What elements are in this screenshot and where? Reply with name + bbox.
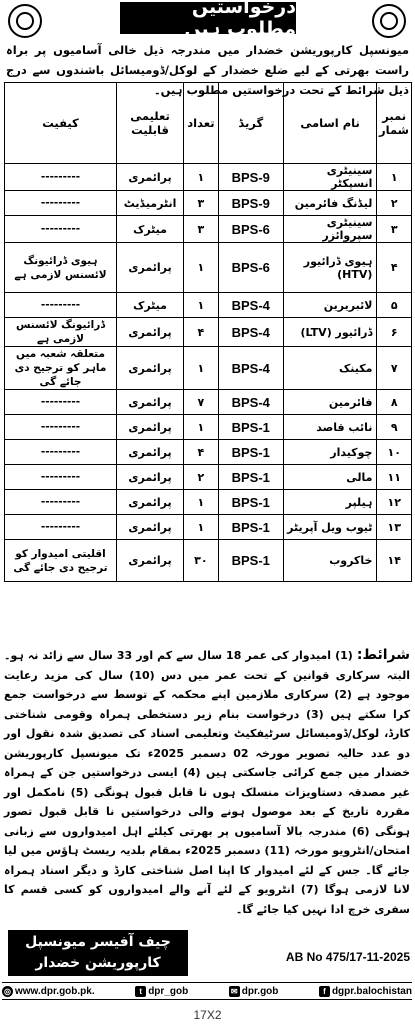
government-seal-icon: [372, 4, 406, 38]
table-row: [5, 465, 412, 490]
grade-cell: BPS-9: [218, 164, 283, 191]
remarks-cell: ---------: [5, 216, 117, 243]
post-name-cell: مکینک: [283, 347, 377, 390]
serial-cell: ۴: [377, 243, 412, 293]
web-link[interactable]: ◎ www.dpr.gob.pk.: [4, 985, 95, 997]
serial-cell: ۷: [377, 347, 412, 390]
qualification-cell: پرائمری: [116, 415, 183, 440]
post-name-cell: چوکیدار: [283, 440, 377, 465]
remarks-cell: ---------: [5, 164, 117, 191]
serial-cell: ۵: [377, 293, 412, 318]
qualification-cell: پرائمری: [116, 540, 183, 582]
remarks-cell: ---------: [5, 440, 117, 465]
quantity-cell: ۱: [184, 515, 219, 540]
table-row: [5, 216, 412, 243]
table-row: [5, 347, 412, 390]
signature-line-2: کارپوریشن خضدار: [35, 955, 161, 971]
grade-cell: BPS-6: [218, 216, 283, 243]
quantity-cell: ۳: [184, 191, 219, 216]
grade-cell: BPS-1: [218, 415, 283, 440]
remarks-cell: ---------: [5, 490, 117, 515]
quantity-cell: ۳۰: [184, 540, 219, 582]
grade-cell: BPS-1: [218, 515, 283, 540]
qualification-cell: انٹرمیڈیٹ: [116, 191, 183, 216]
table-row: [5, 490, 412, 515]
facebook-icon: f: [319, 986, 330, 997]
conditions-text: (1) امیدوار کی عمر 18 سال سے کم اور 33 سال سے زائد نہ ہو۔ البتہ سرکاری قوانین کے تحت عمر میں دس (10) سال کی مزید رعایت موجود ہے (2) سرکاری ملازمین اپنے محکمہ کے توسط سے درخواست جمع کرا سکتے ہیں (3) درخواست بنام زیر دستخطی ہمراہ وقومی شناختی کارڈ، لوکل/ڈومیسائل سرٹیفکیٹ وتعلیمی اسناد کی تصدیق شدہ نقول اور دو عدد حالیہ تصویر مورخہ 02 دسمبر 2025ء تک میونسپل کارپوریشن خضدار میں جمع کرائی جاسکتی ہیں (4) ایسی درخواستیں جن کے ہمراہ غیر مصدقہ دستاویزات منسلک ہوں نا قابل قبول ہونگی (5) نامکمل اور مقررہ تاریخ کے بعد موصول ہونے والی درخواستیں نا قابل قبول تصور ہونگی (6) مندرجہ بالا آسامیوں پر بھرتی کیلئے اہل امیدواروں سے زبانی امتحان/انٹرویو مورخہ (11) دسمبر 2025ء بمقام بلدیہ ریسٹ ہاؤس میں لیا جائے گا۔ جس کے لئے امیدوار کا اپنا اصل شناختی کارڈ و دیگر اسناد ہمراہ لانا لازمی ہوگا (7) انٹرویو کے لئے آنے والے امیدواروں کو کسی قسم کا سفری خرچ ادا نہیں کیا جائے گا۔: [4, 649, 411, 916]
quantity-cell: ۲: [184, 465, 219, 490]
serial-cell: ۱۲: [377, 490, 412, 515]
remarks-cell: ---------: [5, 390, 117, 415]
qualification-cell: میٹرک: [116, 293, 183, 318]
serial-cell: ۳: [377, 216, 412, 243]
header-quantity: تعداد: [184, 83, 219, 164]
remarks-cell: ---------: [5, 191, 117, 216]
post-name-cell: خاکروب: [283, 540, 377, 582]
post-name-cell: ٹیوب ویل آپریٹر: [283, 515, 377, 540]
serial-cell: ۲: [377, 191, 412, 216]
qualification-cell: پرائمری: [116, 164, 183, 191]
qualification-cell: پرائمری: [116, 440, 183, 465]
remarks-cell: ---------: [5, 515, 117, 540]
qualification-cell: پرائمری: [116, 515, 183, 540]
qualification-cell: میٹرک: [116, 216, 183, 243]
twitter-icon: t: [135, 986, 146, 997]
header-remarks: کیفیت: [5, 83, 117, 164]
header-qualification: تعلیمی قابلیت: [116, 83, 183, 164]
grade-cell: BPS-1: [218, 440, 283, 465]
email-icon: ✉: [229, 986, 240, 997]
quantity-cell: ۴: [184, 318, 219, 347]
post-name-cell: سینیٹری سپروائزر: [283, 216, 377, 243]
size-code: 17X2: [193, 1008, 222, 1022]
table-row: [5, 540, 412, 582]
post-name-cell: ہیلپر: [283, 490, 377, 515]
grade-cell: BPS-9: [218, 191, 283, 216]
remarks-cell: ---------: [5, 465, 117, 490]
conditions-heading: شرائط:: [356, 647, 410, 663]
qualification-cell: پرائمری: [116, 465, 183, 490]
post-name-cell: ہیوی ڈرائیور (HTV): [283, 243, 377, 293]
post-name-cell: ڈرائیور (LTV): [283, 318, 377, 347]
post-name-cell: لائبریرین: [283, 293, 377, 318]
post-name-cell: فائرمین: [283, 390, 377, 415]
vacancy-table: [4, 82, 412, 582]
social-footer: [2, 982, 412, 1000]
quantity-cell: ۱: [184, 415, 219, 440]
table-row: [5, 164, 412, 191]
table-row: [5, 515, 412, 540]
quantity-cell: ۷: [184, 390, 219, 415]
twitter-link[interactable]: t dpr_gob: [135, 986, 188, 997]
municipal-seal-icon: [8, 4, 42, 38]
qualification-cell: پرائمری: [116, 243, 183, 293]
grade-cell: BPS-6: [218, 243, 283, 293]
post-name-cell: مالی: [283, 465, 377, 490]
grade-cell: BPS-1: [218, 465, 283, 490]
serial-cell: ۹: [377, 415, 412, 440]
grade-cell: BPS-4: [218, 318, 283, 347]
serial-cell: ۱۱: [377, 465, 412, 490]
signature-line-1: چیف آفیسر میونسپل: [25, 934, 171, 950]
quantity-cell: ۴: [184, 440, 219, 465]
grade-cell: BPS-4: [218, 293, 283, 318]
post-name-cell: نائب قاصد: [283, 415, 377, 440]
quantity-cell: ۱: [184, 243, 219, 293]
globe-icon: ◎: [2, 986, 13, 997]
table-row: [5, 415, 412, 440]
grade-cell: BPS-1: [218, 490, 283, 515]
ad-reference: AB No 475/17-11-2025: [285, 950, 410, 964]
email-link[interactable]: ✉ dpr.gob: [229, 986, 279, 997]
serial-cell: ۶: [377, 318, 412, 347]
grade-cell: BPS-1: [218, 540, 283, 582]
remarks-cell: اقلیتی امیدوار کو ترجیح دی جائے گی: [5, 540, 117, 582]
serial-cell: ۱۴: [377, 540, 412, 582]
remarks-cell: ---------: [5, 293, 117, 318]
quantity-cell: ۳: [184, 216, 219, 243]
header-serial: نمبر شمار: [377, 83, 412, 164]
quantity-cell: ۱: [184, 490, 219, 515]
grade-cell: BPS-4: [218, 390, 283, 415]
post-name-cell: لیڈنگ فائرمین: [283, 191, 377, 216]
header: [2, 2, 412, 40]
table-row: [5, 191, 412, 216]
table-row: [5, 293, 412, 318]
serial-cell: ۸: [377, 390, 412, 415]
table-row: [5, 390, 412, 415]
facebook-link[interactable]: f dgpr.balochistan: [319, 986, 412, 997]
qualification-cell: پرائمری: [116, 490, 183, 515]
qualification-cell: پرائمری: [116, 318, 183, 347]
header-grade: گریڈ: [218, 83, 283, 164]
table-header-row: [5, 83, 412, 164]
quantity-cell: ۱: [184, 164, 219, 191]
post-name-cell: سینیٹری انسپکٹر: [283, 164, 377, 191]
table-row: [5, 243, 412, 293]
serial-cell: ۱۰: [377, 440, 412, 465]
remarks-cell: ہیوی ڈرائیونگ لائسنس لازمی ہے: [5, 243, 117, 293]
qualification-cell: پرائمری: [116, 347, 183, 390]
page-title: درخواستیں مطلوب ہیں: [120, 2, 296, 34]
serial-cell: ۱: [377, 164, 412, 191]
qualification-cell: پرائمری: [116, 390, 183, 415]
table-row: [5, 318, 412, 347]
quantity-cell: ۱: [184, 293, 219, 318]
conditions: [4, 646, 410, 919]
grade-cell: BPS-4: [218, 347, 283, 390]
serial-cell: ۱۳: [377, 515, 412, 540]
signature-block: [8, 930, 188, 976]
quantity-cell: ۱: [184, 347, 219, 390]
header-post-name: نام اسامی: [283, 83, 377, 164]
remarks-cell: ---------: [5, 415, 117, 440]
remarks-cell: متعلقہ شعبہ میں ماہر کو ترجیح دی جائے گی: [5, 347, 117, 390]
remarks-cell: ڈرائیونگ لائسنس لازمی ہے: [5, 318, 117, 347]
intro-paragraph: میونسپل کارپوریشن خضدار میں مندرجہ ذیل خالی آسامیوں پر براہ راست بھرتی کے لیے ضلع خضدار کے لوکل/ڈومیسائل باشندوں سے درج ذیل شرائط کے تحت درخواستیں مطلوب ہیں۔: [6, 43, 409, 97]
table-row: [5, 440, 412, 465]
